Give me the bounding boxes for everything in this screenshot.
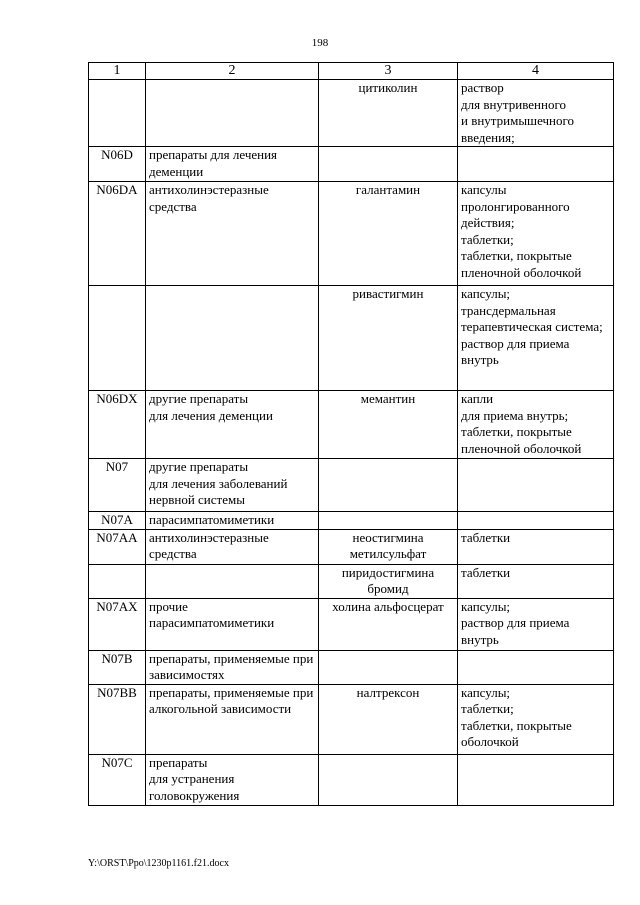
- code-cell: N06DX: [89, 391, 146, 459]
- footer-file-path: Y:\ORST\Ppo\1230p1161.f21.docx: [88, 858, 229, 869]
- table-row: [89, 80, 614, 147]
- code-cell: N07AX: [89, 598, 146, 650]
- group-cell: антихолинэстеразные средства: [146, 182, 319, 286]
- group-cell: препараты, применяемые при зависимостях: [146, 650, 319, 684]
- header-col-3: 3: [319, 63, 458, 80]
- dosage-form-cell: капли для приема внутрь; таблетки, покрытые пленочной оболочкой: [458, 391, 614, 459]
- group-cell: парасимпатомиметики: [146, 512, 319, 530]
- drug-name-cell: галантамин: [319, 182, 458, 286]
- page-number: 198: [311, 37, 329, 49]
- group-cell: препараты для устранения головокружения: [146, 754, 319, 805]
- dosage-form-cell: [458, 650, 614, 684]
- table-row: [89, 598, 614, 650]
- table-row: [89, 391, 614, 459]
- header-col-4: 4: [458, 63, 614, 80]
- group-cell: [146, 80, 319, 147]
- drug-name-cell: ривастигмин: [319, 286, 458, 391]
- dosage-form-cell: капсулы пролонгированного действия; таблетки; таблетки, покрытые пленочной оболочкой: [458, 182, 614, 286]
- dosage-form-cell: таблетки: [458, 564, 614, 598]
- drug-name-cell: цитиколин: [319, 80, 458, 147]
- table-row: [89, 564, 614, 598]
- drug-name-cell: [319, 754, 458, 805]
- code-cell: N07C: [89, 754, 146, 805]
- header-col-1: 1: [89, 63, 146, 80]
- code-cell: [89, 286, 146, 391]
- dosage-form-cell: [458, 147, 614, 182]
- code-cell: N07AA: [89, 529, 146, 564]
- table-row: [89, 754, 614, 805]
- table-header-row: [89, 63, 614, 80]
- table-row: [89, 459, 614, 512]
- group-cell: другие препараты для лечения деменции: [146, 391, 319, 459]
- drug-name-cell: неостигмина метилсульфат: [319, 529, 458, 564]
- drug-table: [88, 62, 614, 806]
- group-cell: антихолинэстеразные средства: [146, 529, 319, 564]
- group-cell: препараты, применяемые при алкогольной зависимости: [146, 684, 319, 754]
- table-row: [89, 650, 614, 684]
- drug-name-cell: [319, 512, 458, 530]
- group-cell: [146, 286, 319, 391]
- code-cell: N06D: [89, 147, 146, 182]
- dosage-form-cell: капсулы; таблетки; таблетки, покрытые оболочкой: [458, 684, 614, 754]
- dosage-form-cell: [458, 754, 614, 805]
- code-cell: [89, 564, 146, 598]
- drug-name-cell: пиридостигмина бромид: [319, 564, 458, 598]
- dosage-form-cell: капсулы; трансдермальная терапевтическая система; раствор для приема внутрь: [458, 286, 614, 391]
- code-cell: N07B: [89, 650, 146, 684]
- table-row: [89, 684, 614, 754]
- code-cell: N07BB: [89, 684, 146, 754]
- table-row: [89, 286, 614, 391]
- table-row: [89, 529, 614, 564]
- code-cell: N06DA: [89, 182, 146, 286]
- dosage-form-cell: [458, 459, 614, 512]
- group-cell: другие препараты для лечения заболеваний нервной системы: [146, 459, 319, 512]
- dosage-form-cell: таблетки: [458, 529, 614, 564]
- dosage-form-cell: капсулы; раствор для приема внутрь: [458, 598, 614, 650]
- group-cell: препараты для лечения деменции: [146, 147, 319, 182]
- drug-name-cell: [319, 650, 458, 684]
- table-row: [89, 147, 614, 182]
- dosage-form-cell: раствор для внутривенного и внутримышечного введения;: [458, 80, 614, 147]
- header-col-2: 2: [146, 63, 319, 80]
- code-cell: [89, 80, 146, 147]
- table-row: [89, 512, 614, 530]
- dosage-form-cell: [458, 512, 614, 530]
- table-row: [89, 182, 614, 286]
- drug-name-cell: холина альфосцерат: [319, 598, 458, 650]
- code-cell: N07A: [89, 512, 146, 530]
- drug-name-cell: [319, 459, 458, 512]
- group-cell: [146, 564, 319, 598]
- group-cell: прочие парасимпатомиметики: [146, 598, 319, 650]
- code-cell: N07: [89, 459, 146, 512]
- drug-name-cell: [319, 147, 458, 182]
- drug-name-cell: мемантин: [319, 391, 458, 459]
- drug-name-cell: налтрексон: [319, 684, 458, 754]
